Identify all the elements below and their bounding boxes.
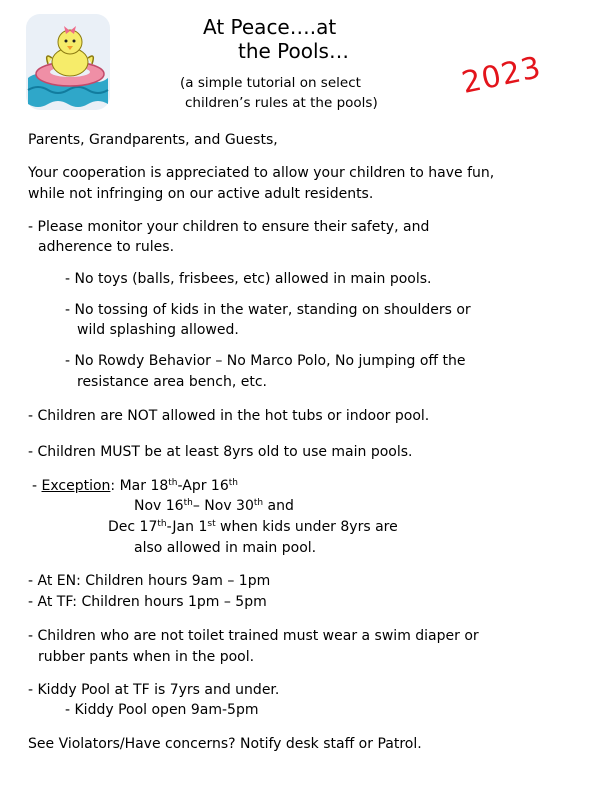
exception-date-2-suffix: th — [228, 478, 238, 488]
exception-date-1: Mar 18 — [119, 478, 169, 494]
subtitle-line-2: children’s rules at the pools) — [185, 95, 378, 111]
exception-line-1 — [32, 477, 238, 496]
rule-no-tossing-line-2: wild splashing allowed. — [77, 322, 239, 338]
greeting: Parents, Grandparents, and Guests, — [28, 132, 278, 148]
closing-note: See Violators/Have concerns? Notify desk staff or Patrol. — [28, 736, 422, 752]
exception-date-5-suffix: th — [157, 519, 167, 529]
year-label: 2023 — [458, 50, 545, 101]
kiddy-pool-age: - Kiddy Pool at TF is 7yrs and under. — [28, 682, 280, 698]
exception-line-3 — [108, 518, 398, 537]
exception-date-1-suffix: th — [168, 478, 178, 488]
exception-date-2: -Apr 16 — [177, 478, 229, 494]
exception-date-3-suffix: th — [183, 498, 193, 508]
exception-line-2 — [134, 497, 294, 516]
exception-dash: - — [32, 478, 42, 494]
duck-in-swim-ring-icon — [24, 12, 112, 112]
exception-date-5: Dec 17 — [108, 519, 158, 535]
rule-age: - Children MUST be at least 8yrs old to use main pools. — [28, 444, 413, 460]
monitor-line-1: - Please monitor your children to ensure their safety, and — [28, 219, 430, 235]
kiddy-pool-hours: - Kiddy Pool open 9am-5pm — [65, 702, 259, 718]
intro-line-2: while not infringing on our active adult residents. — [28, 186, 374, 202]
title-line-2: the Pools… — [238, 39, 349, 63]
hours-tf: - At TF: Children hours 1pm – 5pm — [28, 594, 267, 610]
hours-en: - At EN: Children hours 9am – 1pm — [28, 573, 271, 589]
exception-line-4: also allowed in main pool. — [134, 540, 317, 556]
rule-no-rowdy-line-2: resistance area bench, etc. — [77, 374, 268, 390]
rule-diaper-line-1: - Children who are not toilet trained must wear a swim diaper or — [28, 628, 479, 644]
exception-condition: when kids under 8yrs are — [215, 519, 398, 535]
rule-no-toys: - No toys (balls, frisbees, etc) allowed in main pools. — [65, 271, 432, 287]
exception-label: Exception — [41, 478, 111, 494]
exception-and: and — [263, 498, 294, 514]
exception-date-6: -Jan 1 — [166, 519, 208, 535]
exception-colon: : — [110, 478, 120, 494]
rule-no-rowdy-line-1: - No Rowdy Behavior – No Marco Polo, No jumping off the — [65, 353, 466, 369]
intro-line-1: Your cooperation is appreciated to allow your children to have fun, — [28, 165, 495, 181]
rule-no-tossing-line-1: - No tossing of kids in the water, standing on shoulders or — [65, 302, 471, 318]
rule-diaper-line-2: rubber pants when in the pool. — [38, 649, 255, 665]
exception-date-6-suffix: st — [207, 519, 216, 529]
rule-hot-tubs: - Children are NOT allowed in the hot tubs or indoor pool. — [28, 408, 430, 424]
title-line-1: At Peace….at — [203, 15, 337, 39]
exception-date-3: Nov 16 — [134, 498, 184, 514]
exception-date-4-suffix: th — [253, 498, 264, 508]
monitor-line-2: adherence to rules. — [38, 239, 175, 255]
subtitle-line-1: (a simple tutorial on select — [180, 75, 361, 91]
exception-date-4: – Nov 30 — [192, 498, 254, 514]
